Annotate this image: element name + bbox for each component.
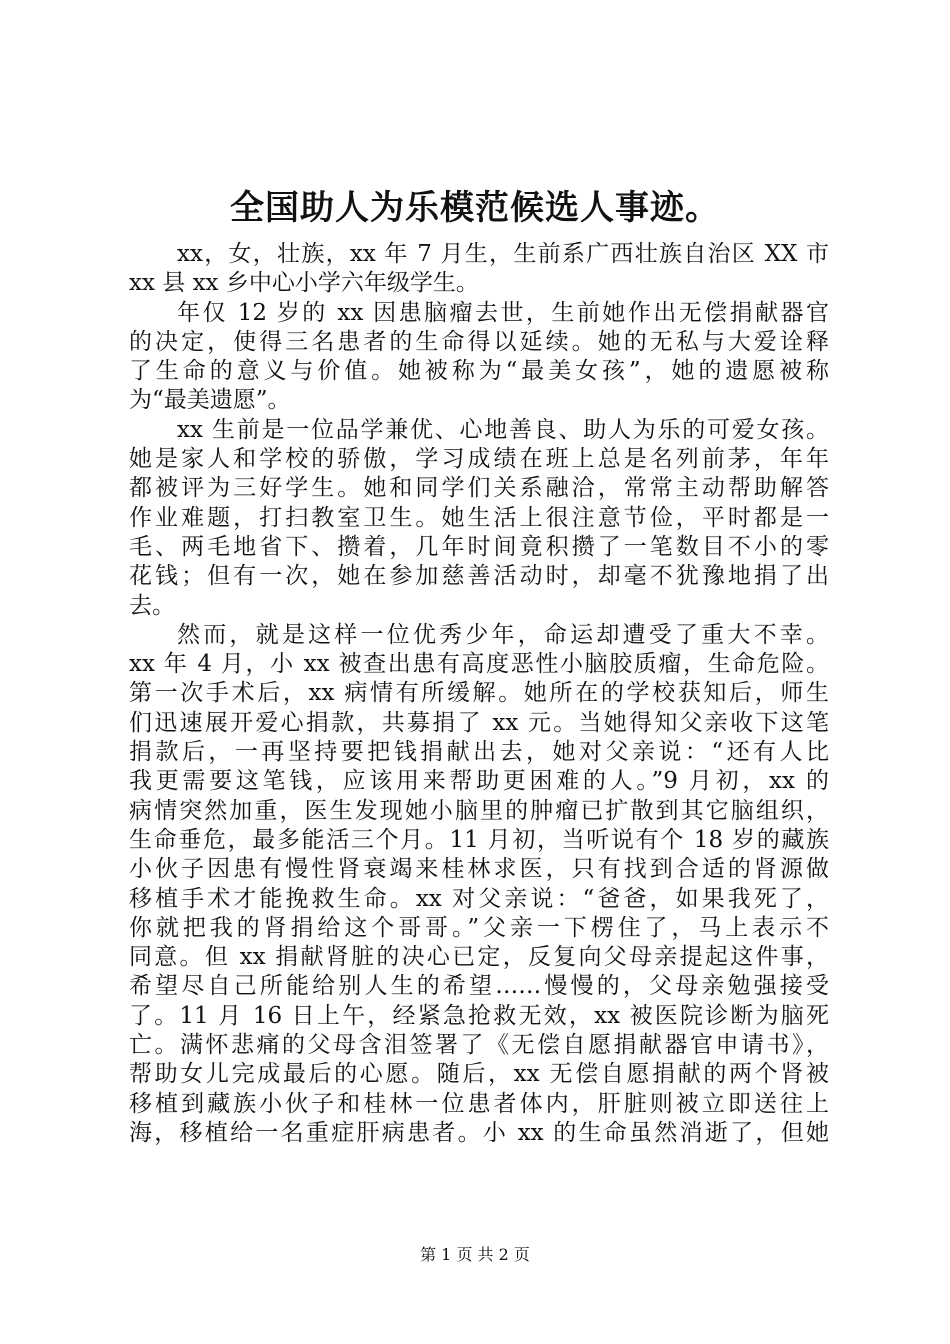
paragraph: [129, 416, 829, 621]
text-line: 希望尽自己所能给别人生的希望……慢慢的，父母亲勉强接受: [129, 973, 829, 1000]
text-line: 你就把我的肾捐给这个哥哥。”父亲一下楞住了，马上表示不: [129, 914, 829, 941]
text-line: 帮助女儿完成最后的心愿。随后，xx 无偿自愿捐献的两个肾被: [129, 1061, 829, 1088]
document-body: [129, 240, 829, 1148]
text-line: xx 生前是一位品学兼优、心地善良、助人为乐的可爱女孩。: [177, 416, 829, 443]
text-line: 移植到藏族小伙子和桂林一位患者体内，肝脏则被立即送往上: [129, 1090, 829, 1117]
text-line: 们迅速展开爱心捐款，共募捐了 xx 元。当她得知父亲收下这笔: [129, 709, 829, 736]
text-line: 我更需要这笔钱，应该用来帮助更困难的人。”9 月初，xx 的: [129, 768, 829, 795]
paragraph: [129, 240, 829, 299]
text-line: 同意。但 xx 捐献肾脏的决心已定，反复向父母亲提起这件事，: [129, 944, 829, 971]
text-line: 毛、两毛地省下、攒着，几年时间竟积攒了一笔数目不小的零: [129, 533, 829, 560]
text-line: 年仅 12 岁的 xx 因患脑瘤去世，生前她作出无偿捐献器官: [177, 299, 829, 326]
text-line: xx 年 4 月，小 xx 被查出患有高度恶性小脑胶质瘤，生命危险。: [129, 651, 829, 678]
text-line: 的决定，使得三名患者的生命得以延续。她的无私与大爱诠释: [129, 328, 829, 355]
text-line: 病情突然加重，医生发现她小脑里的肿瘤已扩散到其它脑组织，: [129, 797, 829, 824]
text-line: 生命垂危，最多能活三个月。11 月初，当听说有个 18 岁的藏族: [129, 826, 829, 853]
text-line: 为“最美遗愿”。: [129, 387, 291, 414]
text-line: xx 县 xx 乡中心小学六年级学生。: [129, 270, 479, 297]
text-line: 移植手术才能挽救生命。xx 对父亲说：“爸爸，如果我死了，: [129, 885, 829, 912]
text-line: 了生命的意义与价值。她被称为“最美女孩”，她的遗愿被称: [129, 358, 829, 385]
text-line: 然而，就是这样一位优秀少年，命运却遭受了重大不幸。: [177, 621, 829, 648]
text-line: 亡。满怀悲痛的父母含泪签署了《无偿自愿捐献器官申请书》，: [129, 1032, 829, 1059]
text-line: xx，女，壮族，xx 年 7 月生，生前系广西壮族自治区 XX 市: [177, 241, 829, 267]
text-line: 花钱；但有一次，她在参加慈善活动时，却毫不犹豫地捐了出: [129, 563, 829, 590]
text-line: 捐款后，一再坚持要把钱捐献出去，她对父亲说：“还有人比: [129, 739, 829, 766]
text-line: 海，移植给一名重症肝病患者。小 xx 的生命虽然消逝了，但她: [129, 1119, 829, 1146]
text-line: 了。11 月 16 日上午，经紧急抢救无效，xx 被医院诊断为脑死: [129, 1002, 829, 1029]
text-line: 小伙子因患有慢性肾衰竭来桂林求医，只有找到合适的肾源做: [129, 856, 829, 883]
paragraph: [129, 621, 829, 1148]
text-line: 她是家人和学校的骄傲，学习成绩在班上总是名列前茅，年年: [129, 446, 829, 473]
text-line: 都被评为三好学生。她和同学们关系融洽，常常主动帮助解答: [129, 475, 829, 502]
document-title: 全国助人为乐模范候选人事迹。: [230, 188, 720, 228]
text-line: 作业难题，打扫教室卫生。她生活上很注意节俭，平时都是一: [129, 504, 829, 531]
paragraph: [129, 299, 829, 416]
text-line: 第一次手术后，xx 病情有所缓解。她所在的学校获知后，师生: [129, 680, 829, 707]
text-line: 去。: [129, 592, 175, 619]
page-number-footer: 第 1 页 共 2 页: [420, 1245, 530, 1264]
